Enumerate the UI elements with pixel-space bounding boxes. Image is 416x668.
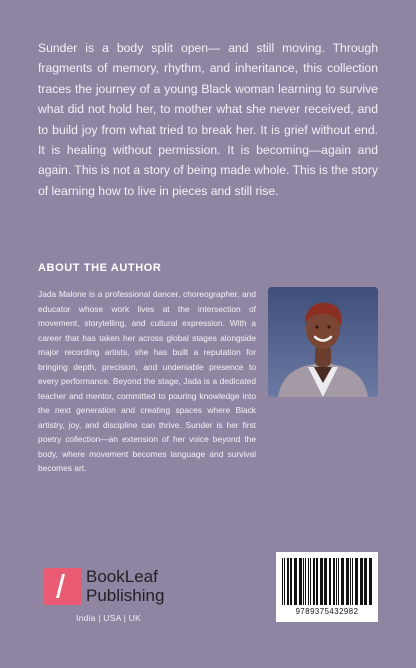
publisher-name-line1: BookLeaf <box>86 567 158 586</box>
isbn-number: 9789375432982 <box>295 607 359 616</box>
back-cover-blurb: Sunder is a body split open— and still moving. Through fragments of memory, rhythm, and inheritance, this collection traces the journey of a young Black woman learning to survive what did not hold her, to mother what she never received, and to build joy from what tried to break her. It is grief without end. It is healing without permission. It is becoming—again and again. This is not a story of being made whole. This is the story of learning how to live in pieces and still rise. <box>38 41 378 198</box>
author-portrait-photo <box>268 287 378 397</box>
author-photo <box>268 287 378 397</box>
about-author-heading: ABOUT THE AUTHOR <box>38 262 162 274</box>
barcode-icon <box>282 558 372 605</box>
author-bio: Jada Malone is a professional dancer, choreographer, and educator whose work lives at the intersection of movement, storytelling, and cultural expression. With a career that has taken her across global stages alongside major recording artists, she has built a reputation for bringing depth, precision, and undeniable presence to every performance. Beyond the stage, Jada is a dedicated teacher and mentor, committed to pouring knowledge into the next generation and creating spaces where Black artistry, joy, and discipline can thrive. Sunder is her first poetry collection—an extension of her voice beyond the body, where movement becomes language and survival becomes art. <box>38 289 256 473</box>
bookleaf-logo <box>44 568 204 628</box>
publisher-regions: India | USA | UK <box>76 613 141 623</box>
isbn-barcode <box>276 552 378 622</box>
publisher-name-line2: Publishing <box>86 586 165 605</box>
bookleaf-logo-icon <box>44 568 82 605</box>
